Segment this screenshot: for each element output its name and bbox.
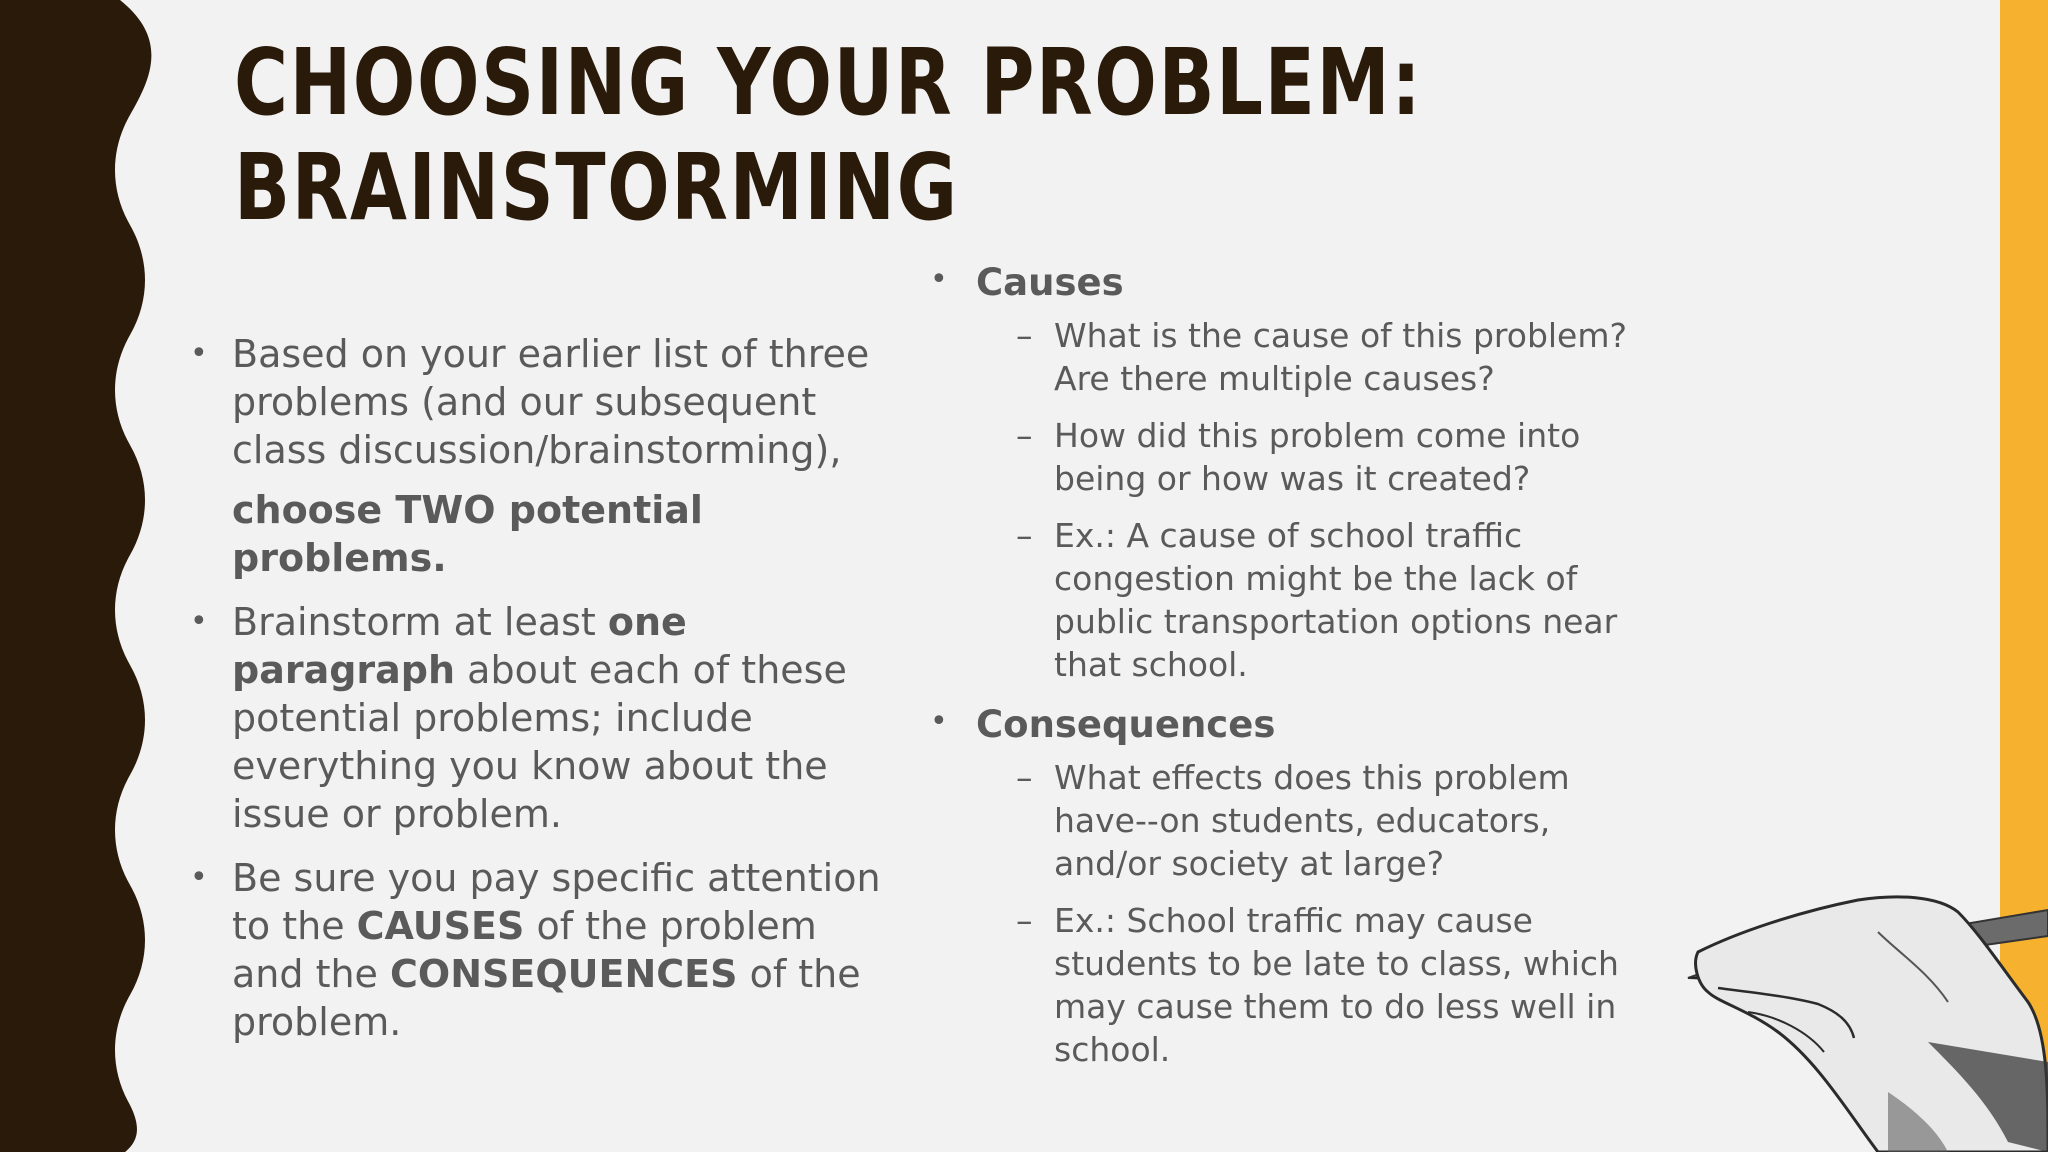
list-item [190,330,890,582]
dash-icon: – [1016,516,1033,555]
sub-list-item [976,314,1630,400]
right-column [930,258,1630,1085]
dash-icon: – [1016,416,1033,455]
dash-icon: – [1016,758,1033,797]
bullet-text: of the problem. [232,952,861,1044]
bullet-icon: • [190,336,208,371]
sub-list-item [976,899,1630,1071]
bullet-icon: • [930,262,948,297]
list-item [190,598,890,838]
dash-icon: – [1016,901,1033,940]
bullet-text: about each of these potential problems; include everything you know about the issue or problem. [232,648,847,836]
bullet-icon: • [930,704,948,739]
title-line-2: BRAINSTORMING [234,134,959,241]
sub-list-item [976,414,1630,500]
slide-title [234,30,1434,240]
title-line-1: CHOOSING YOUR PROBLEM: [234,29,1423,136]
sub-text: What is the cause of this problem? Are there multiple causes? [1054,316,1628,398]
sub-list-item [976,756,1630,885]
bullet-text: Based on your earlier list of three problems (and our subsequent class discussion/brainstorming), [232,332,870,472]
consequences-section [930,700,1630,1071]
bullet-bold-text: CONSEQUENCES [390,952,738,996]
bullet-bold-text: choose TWO potential problems. [232,488,703,580]
bullet-text: Be sure you pay specific attention to the [232,856,881,948]
bullet-bold-text: CAUSES [356,904,525,948]
bullet-text: Brainstorm at least [232,600,608,644]
sub-text: Ex.: A cause of school traffic congestion might be the lack of public transportation options near that school. [1054,516,1618,684]
wavy-band [0,0,160,1152]
bullet-bold-text: one paragraph [232,600,687,692]
bullet-text: of the problem and the [232,904,817,996]
list-item [190,854,890,1046]
sub-text: What effects does this problem have--on students, educators, and/or society at large? [1054,758,1570,883]
dash-icon: – [1016,316,1033,355]
causes-section [930,258,1630,686]
causes-heading: Causes [976,261,1124,304]
consequences-heading: Consequences [976,703,1276,746]
bullet-icon: • [190,860,208,895]
bullet-icon: • [190,604,208,639]
hand-drawing-icon [1628,892,2048,1152]
left-column [190,330,890,1062]
sub-text: Ex.: School traffic may cause students to be late to class, which may cause them to do less well in school. [1054,901,1619,1069]
sub-text: How did this problem come into being or how was it created? [1054,416,1581,498]
sub-list-item [976,514,1630,686]
